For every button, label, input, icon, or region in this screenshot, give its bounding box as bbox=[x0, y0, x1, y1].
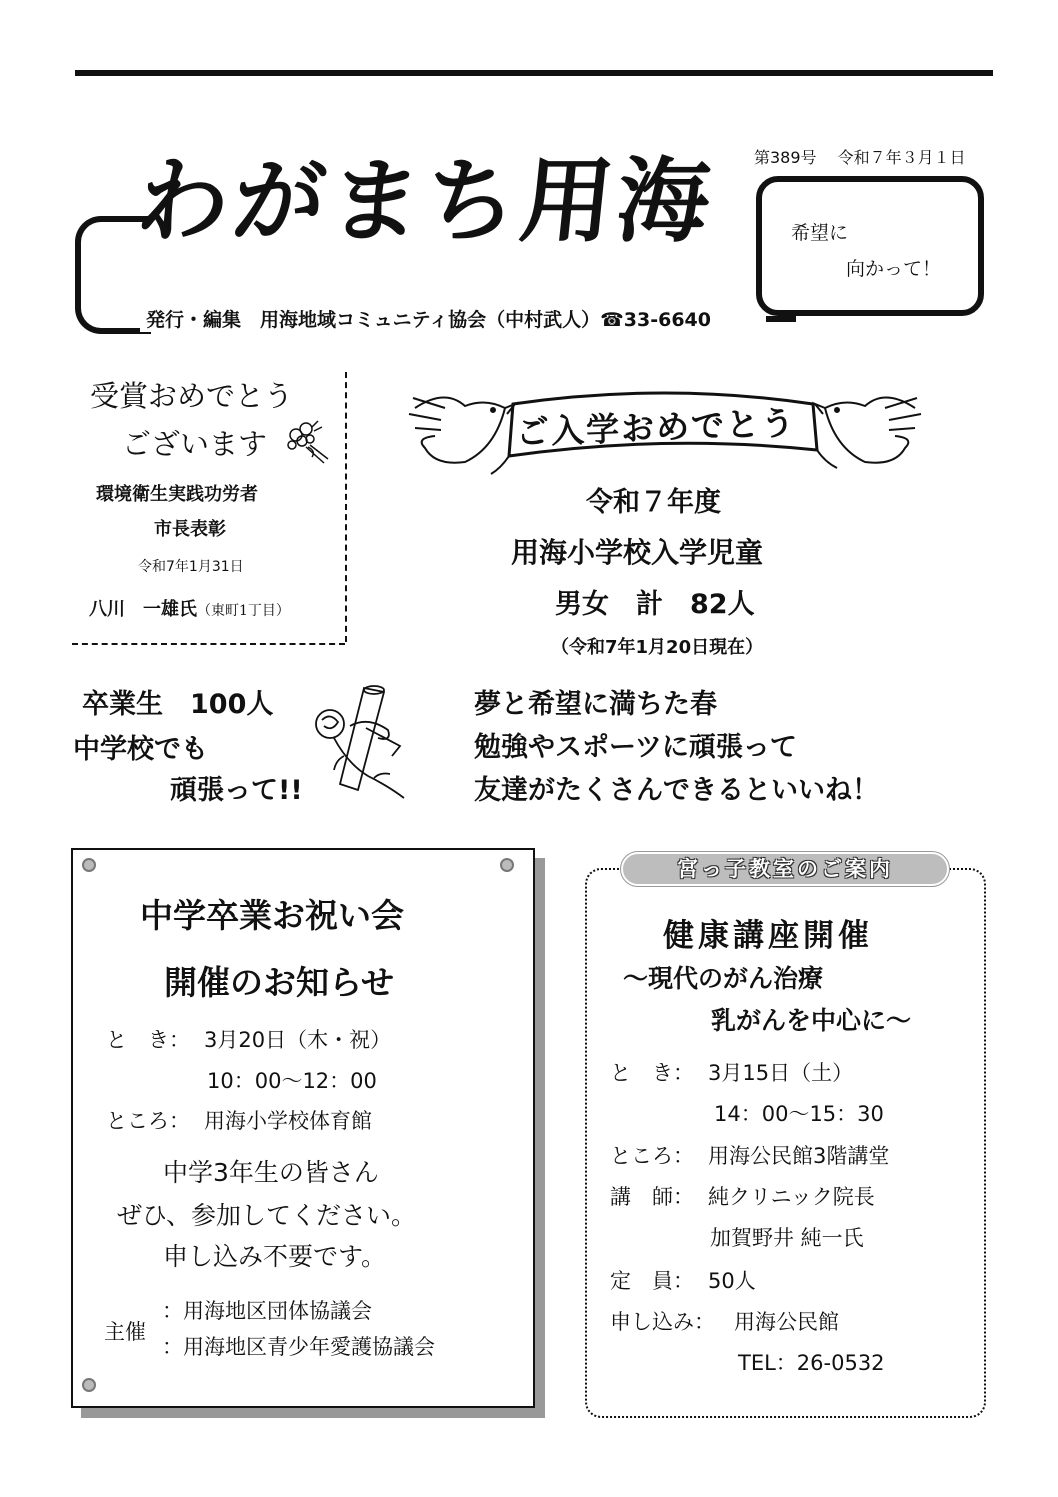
enrollment-banner-text: ご入学おめでとう bbox=[515, 403, 797, 452]
class-when-label: と き： bbox=[610, 1061, 694, 1085]
spring-message-3: 友達がたくさんできるといいね！ bbox=[474, 775, 879, 806]
pushpin-icon bbox=[82, 858, 96, 872]
host-organization-2: ：用海地区青少年愛護協議会 bbox=[162, 1335, 435, 1359]
class-phone: TEL：26-0532 bbox=[738, 1351, 885, 1375]
class-subtitle-2: 乳がんを中心に〜 bbox=[711, 1006, 912, 1035]
class-title: 健康講座開催 bbox=[663, 918, 873, 954]
class-info-tab bbox=[621, 852, 949, 886]
issue-date: 第389号 令和７年３月１日 bbox=[754, 148, 966, 167]
host-label: 主催 bbox=[104, 1320, 146, 1344]
spring-message-2: 勉強やスポーツに頑張って bbox=[474, 732, 797, 763]
award-date: 令和7年1月31日 bbox=[138, 559, 244, 575]
host-organization-1: ：用海地区団体協議会 bbox=[162, 1299, 372, 1323]
award-category: 環境衛生実践功労者 bbox=[96, 484, 258, 505]
class-subtitle-1: 〜現代のがん治療 bbox=[623, 964, 824, 993]
pushpin-icon bbox=[500, 858, 514, 872]
graduates-count: 卒業生 100人 bbox=[82, 689, 274, 720]
class-lecturer-org: 純クリニック院長 bbox=[708, 1185, 875, 1209]
award-recipient-name: 八川 一雄氏 bbox=[89, 599, 197, 620]
notice-when-time: 10：00〜12：00 bbox=[207, 1069, 377, 1093]
enrollment-count: 男女 計 82人 bbox=[555, 589, 755, 620]
newsletter-title: わがまち用海 bbox=[131, 147, 719, 255]
class-where-label: ところ： bbox=[610, 1144, 694, 1168]
enrollment-year: 令和７年度 bbox=[586, 487, 721, 518]
award-heading-2: ございます bbox=[122, 427, 268, 461]
class-where-value: 用海公民館3階講堂 bbox=[708, 1144, 890, 1168]
class-lecturer-label: 講 師： bbox=[610, 1185, 694, 1209]
notice-when-label: と き： bbox=[106, 1028, 190, 1052]
award-border-bottom bbox=[72, 643, 345, 645]
notice-subtitle: 開催のお知らせ bbox=[164, 963, 395, 1002]
notice-where-label: ところ： bbox=[106, 1109, 190, 1133]
class-capacity-label: 定 員： bbox=[610, 1269, 694, 1293]
award-border bbox=[345, 372, 347, 642]
motto-line-1: 希望に bbox=[791, 222, 849, 244]
notice-when-date: 3月20日（木・祝） bbox=[204, 1028, 392, 1052]
notice-message-2: ぜひ、参加してください。 bbox=[117, 1201, 417, 1230]
enrollment-as-of: （令和7年1月20日現在） bbox=[551, 637, 764, 658]
graduates-message-2: 頑張って!! bbox=[170, 775, 303, 806]
pushpin-icon bbox=[82, 1378, 96, 1392]
spring-message-1: 夢と希望に満ちた春 bbox=[474, 689, 717, 720]
class-apply-label: 申し込み： bbox=[610, 1310, 715, 1334]
class-when-date: 3月15日（土） bbox=[708, 1061, 854, 1085]
graduates-message-1: 中学校でも bbox=[73, 734, 208, 765]
award-recipient bbox=[89, 595, 290, 621]
motto-box bbox=[756, 176, 984, 316]
rose-diploma-icon bbox=[308, 680, 418, 810]
class-lecturer-name: 加賀野井 純一氏 bbox=[710, 1226, 864, 1250]
enrollment-school: 用海小学校入学児童 bbox=[511, 536, 764, 569]
class-apply-value: 用海公民館 bbox=[734, 1310, 839, 1334]
class-when-time: 14：00〜15：30 bbox=[714, 1102, 884, 1126]
notice-title: 中学卒業お祝い会 bbox=[140, 896, 404, 935]
bouquet-icon bbox=[282, 417, 334, 469]
notice-where-value: 用海小学校体育館 bbox=[204, 1109, 372, 1133]
masthead-rule bbox=[766, 316, 796, 322]
class-info-tab-label: 宮っ子教室のご案内 bbox=[677, 857, 893, 881]
award-heading: 受賞おめでとう bbox=[90, 379, 294, 413]
motto-line-2: 向かって！ bbox=[846, 258, 942, 280]
award-recipient-address: （東町1丁目） bbox=[197, 603, 290, 619]
class-capacity-value: 50人 bbox=[708, 1269, 756, 1293]
publisher-line: 発行・編集 用海地域コミュニティ協会（中村武人）☎33-6640 bbox=[140, 305, 717, 332]
notice-message-3: 申し込み不要です。 bbox=[163, 1242, 387, 1271]
award-title: 市長表彰 bbox=[154, 519, 226, 540]
notice-message-1: 中学3年生の皆さん bbox=[163, 1158, 379, 1187]
top-rule bbox=[75, 70, 993, 76]
